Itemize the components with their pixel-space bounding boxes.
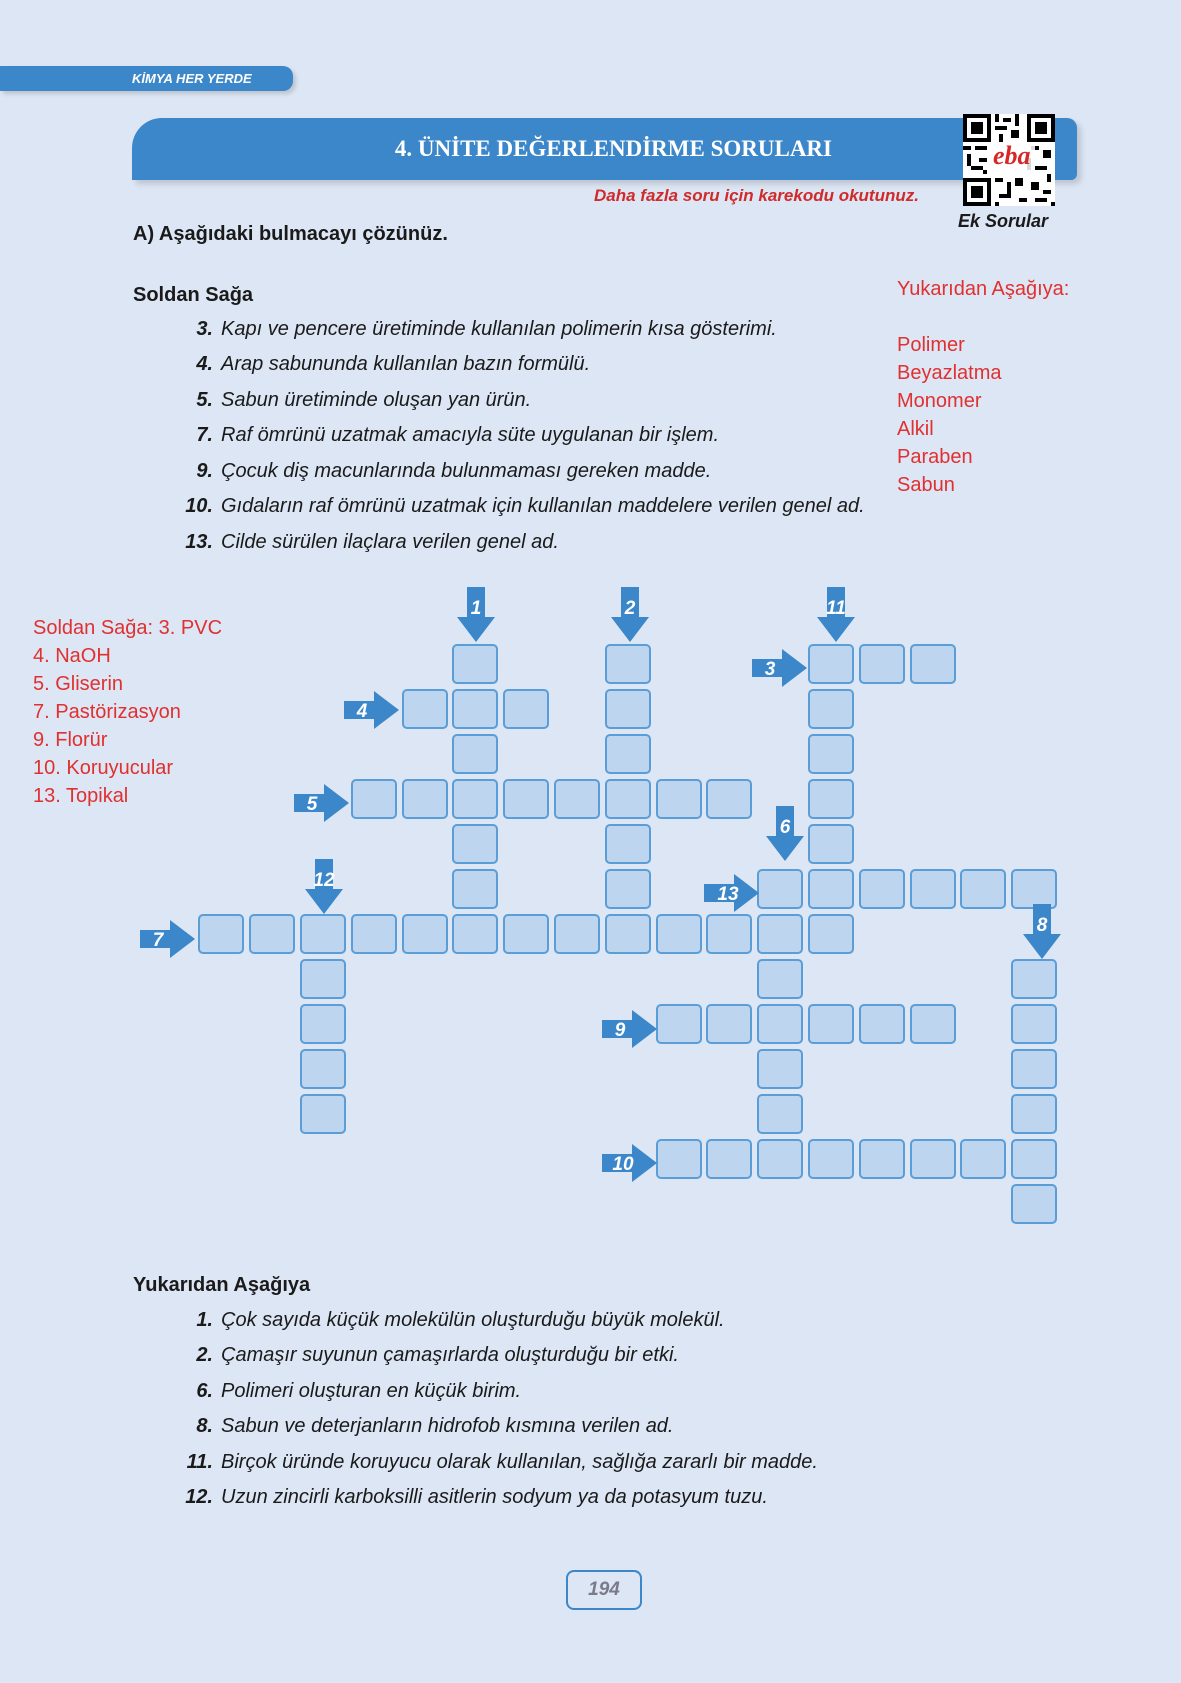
crossword-cell[interactable]	[198, 914, 244, 954]
crossword-cell[interactable]	[910, 1139, 956, 1179]
arrow-right-4	[344, 690, 400, 730]
handwritten-down-answer: Monomer	[897, 390, 982, 412]
handwritten-across-answer: 7. Pastörizasyon	[33, 701, 181, 723]
clue-number: 1.	[196, 1309, 213, 1331]
clue-number: 12.	[185, 1486, 213, 1508]
clue-number: 9.	[196, 460, 213, 482]
clue-across-9	[173, 460, 711, 483]
handwritten-down-heading: Yukarıdan Aşağıya:	[897, 278, 1070, 300]
qr-code[interactable]	[963, 114, 1055, 206]
arrow-down-6	[765, 806, 805, 862]
crossword-cell[interactable]	[808, 644, 854, 684]
eba-logo: eba	[989, 142, 1035, 170]
clue-number: 2.	[196, 1344, 213, 1366]
crossword-cell[interactable]	[859, 1139, 905, 1179]
crossword-cell[interactable]	[452, 869, 498, 909]
crossword-cell[interactable]	[808, 1004, 854, 1044]
clue-across-7	[173, 424, 719, 447]
clue-number: 7.	[196, 424, 213, 446]
crossword-cell[interactable]	[1011, 1094, 1057, 1134]
crossword-cell[interactable]	[706, 779, 752, 819]
crossword-cell[interactable]	[960, 1139, 1006, 1179]
handwritten-down-answer: Paraben	[897, 446, 973, 468]
handwritten-across-answer: 10. Koruyucular	[33, 757, 174, 779]
handwritten-across-answer: Soldan Sağa: 3. PVC	[33, 617, 223, 639]
crossword-cell[interactable]	[859, 1004, 905, 1044]
crossword-cell[interactable]	[605, 914, 651, 954]
handwritten-across-answer: 4. NaOH	[33, 645, 111, 667]
crossword-cell[interactable]	[605, 689, 651, 729]
handwritten-down-answer: Polimer	[897, 334, 965, 356]
crossword-cell[interactable]	[656, 1004, 702, 1044]
clue-text: Sabun ve deterjanların hidrofob kısmına verilen ad.	[221, 1415, 674, 1437]
arrow-label: 10	[612, 1154, 634, 1175]
crossword-cell[interactable]	[605, 644, 651, 684]
clue-down-6	[173, 1380, 521, 1403]
clue-number: 3.	[196, 318, 213, 340]
crossword-cell[interactable]	[452, 914, 498, 954]
handwritten-across-answer: 9. Florür	[33, 729, 108, 751]
crossword-cell[interactable]	[402, 914, 448, 954]
page-number: 194	[566, 1570, 642, 1610]
crossword-cell[interactable]	[351, 779, 397, 819]
crossword-cell[interactable]	[656, 1139, 702, 1179]
clue-across-13	[173, 531, 559, 554]
crossword-cell[interactable]	[757, 869, 803, 909]
crossword-cell[interactable]	[910, 1004, 956, 1044]
clue-down-8	[173, 1415, 674, 1438]
arrow-label: 6	[779, 817, 791, 838]
crossword-cell[interactable]	[808, 869, 854, 909]
crossword-cell[interactable]	[452, 644, 498, 684]
clue-number: 5.	[196, 389, 213, 411]
crossword-cell[interactable]	[757, 1004, 803, 1044]
clue-number: 10.	[185, 495, 213, 517]
clue-text: Raf ömrünü uzatmak amacıyla süte uygulanan bir işlem.	[221, 424, 720, 446]
crossword-cell[interactable]	[452, 689, 498, 729]
handwritten-down-answer: Alkil	[897, 418, 934, 440]
page-title: 4. ÜNİTE DEĞERLENDİRME SORULARI	[394, 136, 832, 161]
crossword-cell[interactable]	[554, 914, 600, 954]
section-tab: KİMYA HER YERDE	[0, 66, 293, 91]
arrow-right-9	[602, 1009, 658, 1049]
arrow-right-10	[602, 1143, 658, 1183]
crossword-cell[interactable]	[757, 959, 803, 999]
arrow-label: 7	[152, 930, 164, 951]
arrow-down-11	[816, 587, 856, 643]
clue-down-11	[173, 1451, 818, 1474]
handwritten-across-answer: 13. Topikal	[33, 785, 129, 807]
clue-text: Polimeri oluşturan en küçük birim.	[221, 1380, 522, 1402]
crossword-cell[interactable]	[1011, 959, 1057, 999]
clue-text: Kapı ve pencere üretiminde kullanılan polimerin kısa gösterimi.	[221, 318, 777, 340]
clue-across-4	[173, 353, 590, 376]
clue-text: Cilde sürülen ilaçlara verilen genel ad.	[221, 531, 559, 553]
crossword-cell[interactable]	[859, 869, 905, 909]
crossword-cell[interactable]	[757, 1094, 803, 1134]
crossword-cell[interactable]	[910, 644, 956, 684]
clue-text: Uzun zincirli karboksilli asitlerin sodyum ya da potasyum tuzu.	[221, 1486, 768, 1508]
arrow-label: 12	[313, 870, 335, 891]
arrow-down-12	[304, 859, 344, 915]
crossword-cell[interactable]	[757, 914, 803, 954]
crossword-cell[interactable]	[503, 914, 549, 954]
crossword-cell[interactable]	[300, 1094, 346, 1134]
crossword-cell[interactable]	[1011, 1004, 1057, 1044]
clue-text: Çocuk diş macunlarında bulunmaması gereken madde.	[221, 460, 712, 482]
crossword-cell[interactable]	[808, 1139, 854, 1179]
crossword-cell[interactable]	[757, 1139, 803, 1179]
instruction: A) Aşağıdaki bulmacayı çözünüz.	[133, 223, 448, 245]
crossword-cell[interactable]	[605, 869, 651, 909]
crossword-cell[interactable]	[402, 779, 448, 819]
arrow-label: 1	[470, 598, 482, 619]
crossword-cell[interactable]	[249, 914, 295, 954]
handwritten-down-answer: Beyazlatma	[897, 362, 1002, 384]
crossword-cell[interactable]	[910, 869, 956, 909]
crossword-cell[interactable]	[452, 824, 498, 864]
across-heading: Soldan Sağa	[133, 284, 254, 306]
clue-down-1	[173, 1309, 725, 1332]
arrow-label: 13	[717, 884, 739, 905]
crossword-cell[interactable]	[605, 734, 651, 774]
clue-text: Gıdaların raf ömrünü uzatmak için kullanılan maddelere verilen genel ad.	[221, 495, 865, 517]
arrow-right-13	[704, 873, 760, 913]
crossword-cell[interactable]	[300, 959, 346, 999]
crossword-cell[interactable]	[554, 779, 600, 819]
crossword-cell[interactable]	[808, 914, 854, 954]
crossword-cell[interactable]	[300, 1004, 346, 1044]
crossword-cell[interactable]	[808, 824, 854, 864]
handwritten-down-answer: Sabun	[897, 474, 955, 496]
crossword-cell[interactable]	[706, 1139, 752, 1179]
crossword-cell[interactable]	[605, 824, 651, 864]
crossword-cell[interactable]	[351, 914, 397, 954]
crossword-cell[interactable]	[706, 1004, 752, 1044]
crossword-cell[interactable]	[452, 734, 498, 774]
down-heading: Yukarıdan Aşağıya	[133, 1274, 311, 1296]
crossword-cell[interactable]	[808, 734, 854, 774]
crossword-cell[interactable]	[503, 689, 549, 729]
arrow-label: 8	[1036, 915, 1048, 936]
crossword-cell[interactable]	[656, 779, 702, 819]
crossword-cell[interactable]	[808, 689, 854, 729]
crossword-cell[interactable]	[706, 914, 752, 954]
arrow-right-7	[140, 919, 196, 959]
arrow-down-8	[1022, 904, 1062, 960]
clue-number: 8.	[196, 1415, 213, 1437]
arrow-label: 2	[624, 598, 636, 619]
crossword-cell[interactable]	[1011, 1139, 1057, 1179]
clue-across-3	[173, 318, 777, 341]
handwritten-across-answer: 5. Gliserin	[33, 673, 124, 695]
crossword-cell[interactable]	[1011, 1049, 1057, 1089]
clue-text: Arap sabununda kullanılan bazın formülü.	[221, 353, 591, 375]
clue-text: Çamaşır suyunun çamaşırlarda oluşturduğu bir etki.	[221, 1344, 679, 1366]
clue-number: 11.	[186, 1451, 213, 1473]
arrow-down-1	[456, 587, 496, 643]
arrow-right-3	[752, 648, 808, 688]
clue-number: 6.	[196, 1380, 213, 1402]
crossword-cell[interactable]	[300, 914, 346, 954]
clue-number: 13.	[185, 531, 213, 553]
clue-down-12	[173, 1486, 768, 1509]
arrow-label: 9	[614, 1020, 626, 1041]
arrow-right-5	[294, 783, 350, 823]
arrow-label: 4	[356, 701, 368, 722]
crossword-cell[interactable]	[503, 779, 549, 819]
clue-number: 4.	[196, 353, 213, 375]
crossword-cell[interactable]	[402, 689, 448, 729]
arrow-label: 3	[764, 659, 776, 680]
clue-text: Birçok üründe koruyucu olarak kullanılan, sağlığa zararlı bir madde.	[221, 1451, 818, 1473]
crossword-cell[interactable]	[757, 1049, 803, 1089]
crossword-cell[interactable]	[605, 779, 651, 819]
crossword-cell[interactable]	[1011, 869, 1057, 909]
clue-text: Çok sayıda küçük molekülün oluşturduğu büyük molekül.	[221, 1309, 725, 1331]
clue-down-2	[173, 1344, 679, 1367]
crossword-cell[interactable]	[808, 779, 854, 819]
crossword-cell[interactable]	[859, 644, 905, 684]
arrow-label: 5	[306, 794, 318, 815]
qr-caption: Ek Sorular	[958, 211, 1049, 231]
clue-across-5	[173, 389, 531, 412]
qr-prompt: Daha fazla soru için karekodu okutunuz.	[594, 186, 919, 205]
crossword-cell[interactable]	[960, 869, 1006, 909]
crossword-cell[interactable]	[452, 779, 498, 819]
arrow-down-2	[610, 587, 650, 643]
crossword-cell[interactable]	[300, 1049, 346, 1089]
clue-text: Sabun üretiminde oluşan yan ürün.	[221, 389, 532, 411]
crossword-cell[interactable]	[656, 914, 702, 954]
clue-across-10	[173, 495, 865, 518]
arrow-label: 11	[826, 598, 846, 619]
crossword-cell[interactable]	[1011, 1184, 1057, 1224]
